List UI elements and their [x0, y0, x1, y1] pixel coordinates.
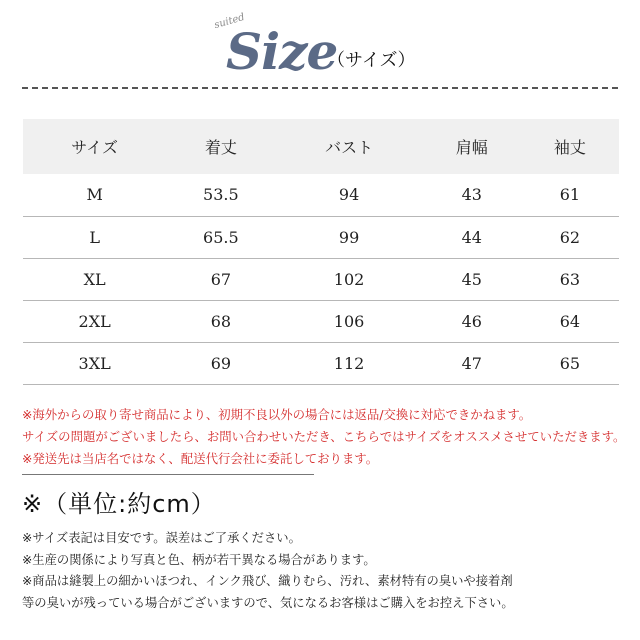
- cell-bust: 99: [338, 227, 360, 247]
- cell-length: 69: [210, 353, 232, 373]
- size-title: Size: [226, 22, 338, 81]
- note-line: ※商品は縫製上の細かいほつれ、インク飛び、織りむら、汚れ、素材特有の臭いや接着剤: [22, 574, 513, 588]
- cell-size: M: [86, 185, 103, 205]
- cell-size: 3XL: [78, 353, 111, 373]
- red-notice-block: [22, 404, 626, 470]
- unit-divider: [22, 474, 314, 475]
- header-length: 着丈: [204, 138, 237, 157]
- cell-sleeve: 62: [559, 227, 581, 247]
- cell-length: 53.5: [203, 185, 239, 205]
- suited-script-label: suited: [213, 11, 247, 32]
- header-shoulder: 肩幅: [455, 138, 488, 157]
- size-subtitle: （サイズ）: [327, 50, 416, 71]
- header-sleeve: 袖丈: [553, 138, 586, 157]
- cell-sleeve: 65: [559, 353, 581, 373]
- header-size: サイズ: [71, 138, 118, 157]
- cell-shoulder: 47: [461, 353, 482, 373]
- cell-length: 65.5: [203, 227, 239, 247]
- note-line: ※生産の関係により写真と色、柄が若干異なる場合があります。: [22, 552, 376, 567]
- unit-label: ※（単位:約cm）: [22, 490, 216, 518]
- cell-shoulder: 44: [461, 227, 482, 247]
- size-header: [0, 0, 640, 92]
- table-row: [23, 258, 619, 300]
- note-line: ※サイズ表記は目安です。誤差はご了承ください。: [22, 531, 301, 545]
- cell-sleeve: 61: [559, 185, 581, 205]
- cell-shoulder: 45: [461, 269, 482, 289]
- table-row: [23, 216, 619, 258]
- cell-bust: 102: [333, 269, 365, 289]
- table-header-row: [23, 119, 619, 174]
- cell-size: L: [89, 227, 100, 247]
- cell-bust: 106: [333, 311, 365, 331]
- cell-length: 67: [210, 269, 232, 289]
- cell-size: XL: [83, 269, 106, 289]
- table-row: [23, 342, 619, 384]
- cell-shoulder: 46: [461, 311, 482, 331]
- table-row: [23, 300, 619, 342]
- cell-length: 68: [210, 311, 232, 331]
- cell-size: 2XL: [78, 311, 111, 331]
- cell-sleeve: 63: [559, 269, 581, 289]
- cell-bust: 94: [338, 185, 360, 205]
- notes-block: [22, 528, 622, 614]
- red-notice-line: サイズの問題がございましたら、お問い合わせいただき、こちらではサイズをオススメさせていただきます。: [22, 429, 626, 444]
- note-line: 等の臭いが残っている場合がございますので、気になるお客様はご購入をお控え下さい。: [22, 595, 514, 610]
- header-bust: バスト: [325, 138, 374, 157]
- table-row: [23, 174, 619, 216]
- red-notice-line: ※海外からの取り寄せ商品により、初期不良以外の場合には返品/交換に対応できかねます。: [22, 407, 532, 422]
- red-notice-line: ※発送先は当店名ではなく、配送代行会社に委託しております。: [22, 451, 379, 466]
- cell-shoulder: 43: [461, 185, 482, 205]
- dashed-divider: [22, 87, 618, 89]
- size-table: [23, 119, 619, 385]
- cell-sleeve: 64: [559, 311, 581, 331]
- cell-bust: 112: [333, 353, 365, 373]
